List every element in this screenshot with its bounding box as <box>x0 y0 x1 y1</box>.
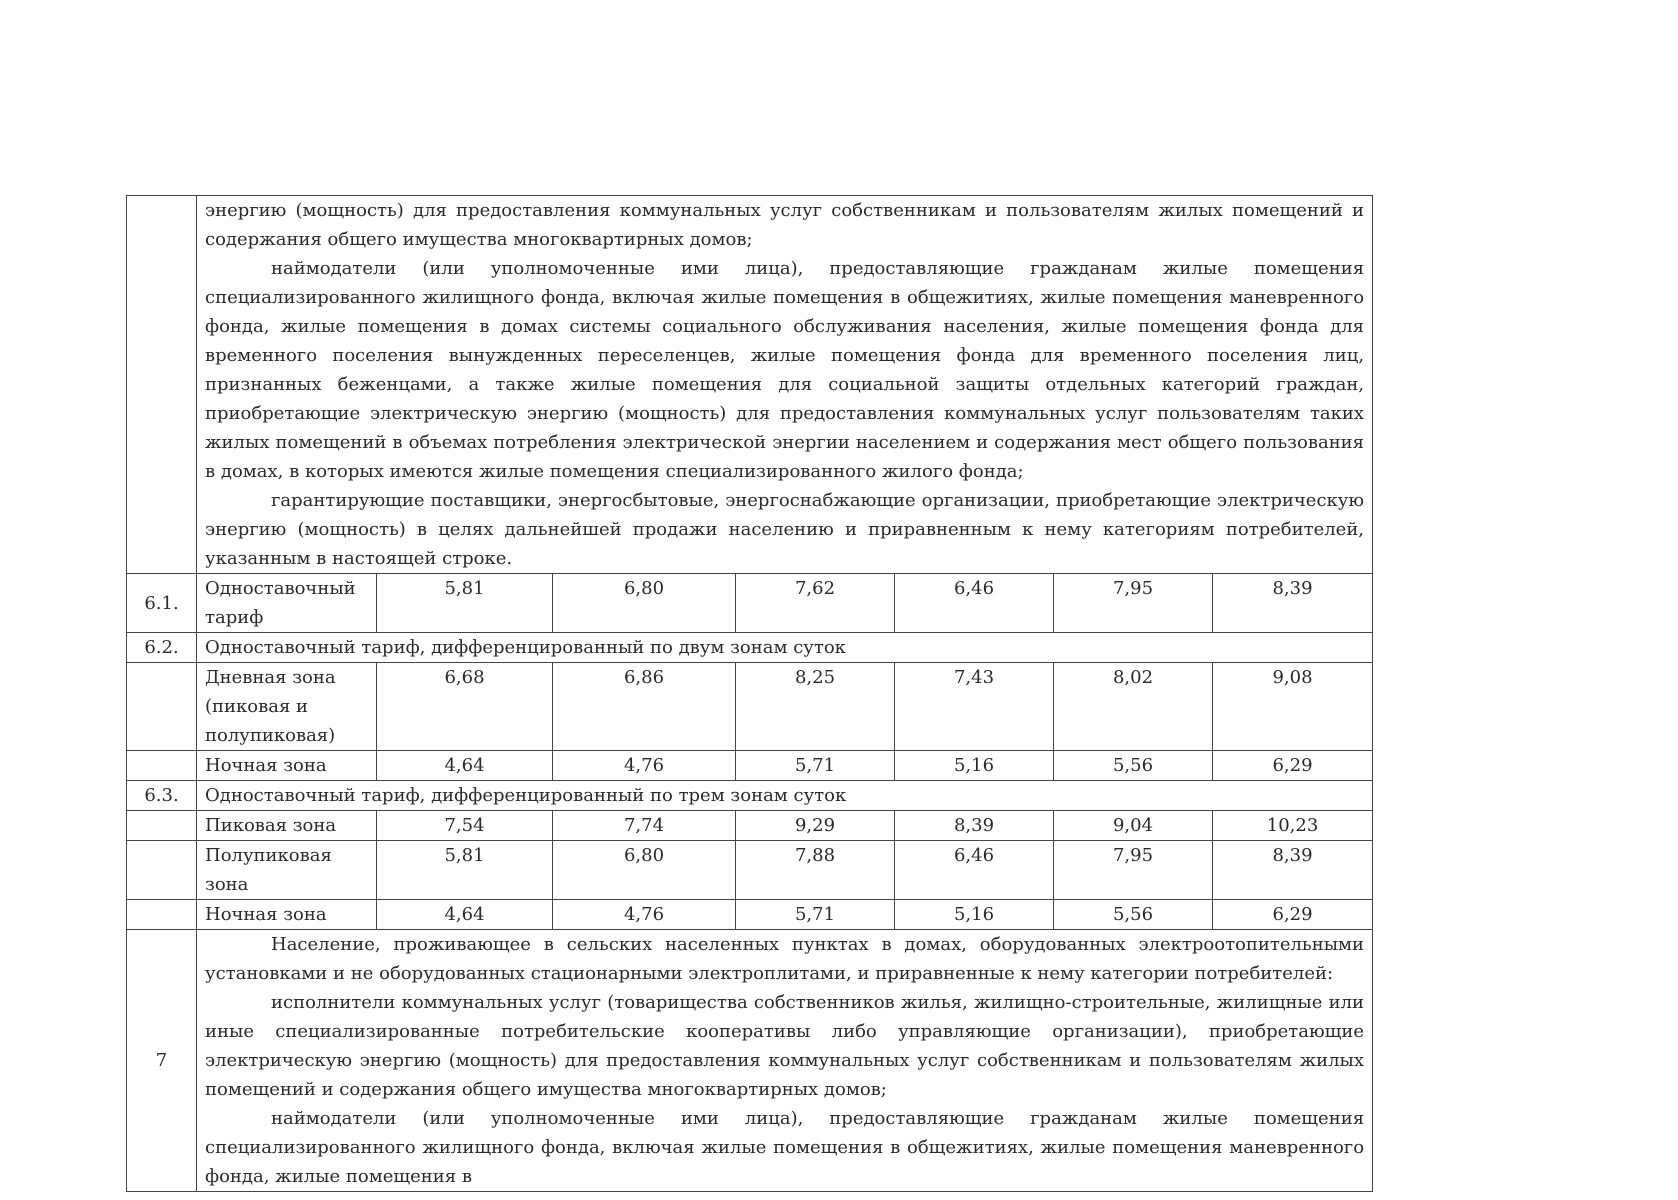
tariff-value: 5,56 <box>1054 751 1213 781</box>
description-cell <box>197 930 1373 1192</box>
tariff-table <box>126 195 1373 1192</box>
row-number: 6.1. <box>127 574 197 633</box>
tariff-value: 10,23 <box>1213 811 1373 841</box>
tariff-value: 7,95 <box>1054 574 1213 633</box>
tariff-value: 7,54 <box>377 811 553 841</box>
row-number-cell <box>127 663 197 751</box>
tariff-value: 7,43 <box>895 663 1054 751</box>
tariff-value: 5,81 <box>377 574 553 633</box>
tariff-value: 4,64 <box>377 751 553 781</box>
row-label: Дневная зона (пиковая и полупиковая) <box>197 663 377 751</box>
table-row <box>127 663 1373 751</box>
paragraph: исполнители коммунальных услуг (товарищества собственников жилья, жилищно-строительные, жилищные или иные специализированные потребительские кооперативы либо управляющие организации), приобретающие электрическую энергию (мощность) для предоставления коммунальных услуг собственникам и пользователям жилых помещений и содержания общего имущества многоквартирных домов; <box>205 992 1365 1100</box>
section-label: Одноставочный тариф, дифференцированный по трем зонам суток <box>197 781 1373 811</box>
row-label: Ночная зона <box>197 751 377 781</box>
tariff-value: 6,68 <box>377 663 553 751</box>
tariff-value: 8,39 <box>1213 574 1373 633</box>
table-row <box>127 900 1373 930</box>
tariff-value: 4,64 <box>377 900 553 930</box>
row-number-cell <box>127 900 197 930</box>
tariff-value: 5,71 <box>736 900 895 930</box>
tariff-value: 7,74 <box>553 811 736 841</box>
table-row <box>127 841 1373 900</box>
tariff-value: 8,25 <box>736 663 895 751</box>
row-number-cell <box>127 811 197 841</box>
tariff-value: 6,29 <box>1213 900 1373 930</box>
row-label: Одноставочный тариф <box>197 574 377 633</box>
table-row <box>127 930 1373 1192</box>
row-number: 6.3. <box>127 781 197 811</box>
tariff-value: 5,16 <box>895 751 1054 781</box>
paragraph: энергию (мощность) для предоставления коммунальных услуг собственникам и пользователям жилых помещений и содержания общего имущества многоквартирных домов; <box>205 200 1365 250</box>
tariff-value: 6,80 <box>553 841 736 900</box>
table-row <box>127 811 1373 841</box>
tariff-value: 7,95 <box>1054 841 1213 900</box>
row-label: Ночная зона <box>197 900 377 930</box>
tariff-value: 5,16 <box>895 900 1054 930</box>
description-cell <box>197 196 1373 574</box>
paragraph: наймодатели (или уполномоченные ими лица), предоставляющие гражданам жилые помещения специализированного жилищного фонда, включая жилые помещения в общежитиях, жилые помещения маневренного фонда, жилые помещения в <box>205 1108 1365 1187</box>
tariff-value: 9,29 <box>736 811 895 841</box>
tariff-value: 8,02 <box>1054 663 1213 751</box>
paragraph: наймодатели (или уполномоченные ими лица), предоставляющие гражданам жилые помещения специализированного жилищного фонда, включая жилые помещения в общежитиях, жилые помещения маневренного фонда, жилые помещения в домах системы социального обслуживания населения, жилые помещения фонда для временного поселения вынужденных переселенцев, жилые помещения фонда для временного поселения лиц, признанных беженцами, а также жилые помещения для социальной защиты отдельных категорий граждан, приобретающие электрическую энергию (мощность) для предоставления коммунальных услуг пользователям таких жилых помещений в объемах потребления электрической энергии населением и содержания мест общего пользования в домах, в которых имеются жилые помещения специализированного жилого фонда; <box>205 258 1365 482</box>
tariff-value: 4,76 <box>553 751 736 781</box>
tariff-value: 5,56 <box>1054 900 1213 930</box>
tariff-value: 6,86 <box>553 663 736 751</box>
table-row <box>127 781 1373 811</box>
row-label: Пиковая зона <box>197 811 377 841</box>
tariff-value: 9,08 <box>1213 663 1373 751</box>
row-number: 7 <box>127 930 197 1192</box>
row-number-cell <box>127 196 197 574</box>
row-number-cell <box>127 751 197 781</box>
table-row <box>127 196 1373 574</box>
tariff-value: 6,29 <box>1213 751 1373 781</box>
table-row <box>127 751 1373 781</box>
table-row <box>127 574 1373 633</box>
document-page <box>126 195 1372 1192</box>
row-number: 6.2. <box>127 633 197 663</box>
row-number-cell <box>127 841 197 900</box>
row-label: Полупиковая зона <box>197 841 377 900</box>
tariff-value: 8,39 <box>1213 841 1373 900</box>
paragraph: Население, проживающее в сельских населенных пунктах в домах, оборудованных электроотопительными установками и не оборудованных стационарными электроплитами, и приравненные к нему категории потребителей: <box>205 934 1365 984</box>
tariff-value: 9,04 <box>1054 811 1213 841</box>
tariff-value: 6,46 <box>895 574 1054 633</box>
tariff-value: 7,88 <box>736 841 895 900</box>
tariff-value: 6,80 <box>553 574 736 633</box>
tariff-value: 5,71 <box>736 751 895 781</box>
tariff-value: 4,76 <box>553 900 736 930</box>
section-label: Одноставочный тариф, дифференцированный по двум зонам суток <box>197 633 1373 663</box>
tariff-value: 5,81 <box>377 841 553 900</box>
table-row <box>127 633 1373 663</box>
tariff-value: 8,39 <box>895 811 1054 841</box>
tariff-value: 7,62 <box>736 574 895 633</box>
paragraph: гарантирующие поставщики, энергосбытовые, энергоснабжающие организации, приобретающие электрическую энергию (мощность) в целях дальнейшей продажи населению и приравненным к нему категориям потребителей, указанным в настоящей строке. <box>205 490 1365 569</box>
tariff-value: 6,46 <box>895 841 1054 900</box>
